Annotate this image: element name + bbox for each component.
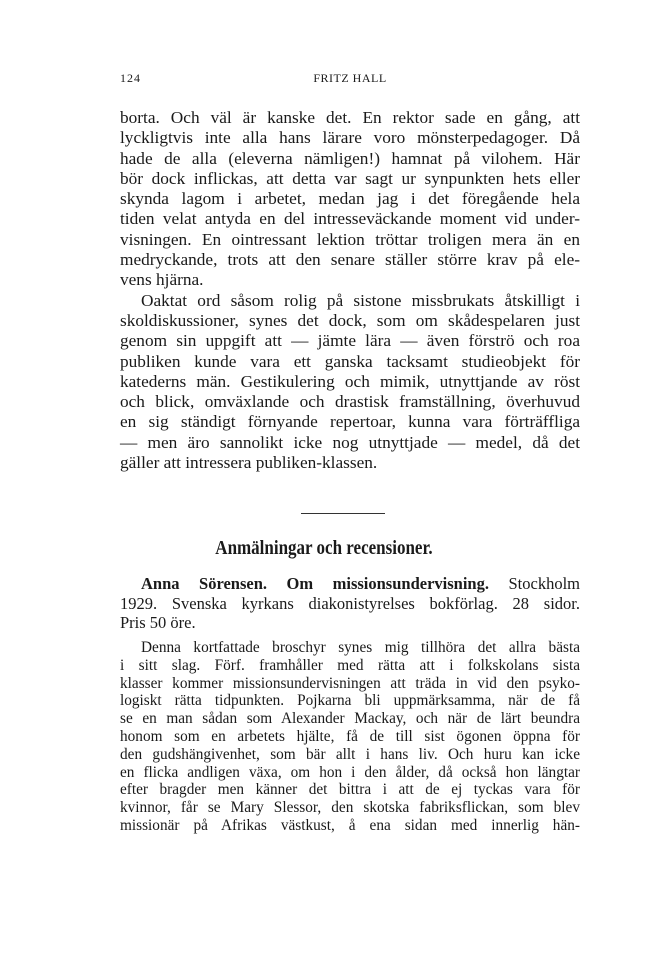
text-line: skoldiskussioner, synes det dock, som om skådespelaren just bbox=[120, 310, 580, 330]
page-header bbox=[120, 71, 580, 89]
text-line: medryckande, trots att den senare ställer större krav på ele- bbox=[120, 250, 580, 270]
text-line: publiken kunde vara ett ganska tacksamt studieobjekt för bbox=[120, 351, 580, 371]
review-place: Stockholm bbox=[508, 574, 581, 593]
text-line: genom sin uppgift att — jämte lära — även förströ och roa bbox=[120, 331, 580, 351]
text-line: honom som en arbetets hjälte, få de till sist ögonen öppna för bbox=[120, 727, 580, 745]
text-line: visningen. En ointressant lektion tröttar troligen mera än en bbox=[120, 229, 580, 249]
review-citation bbox=[120, 574, 580, 632]
text-line: kvinnor, får se Mary Slessor, den skotska fabriksflickan, som blev bbox=[120, 799, 580, 817]
text-line: logiskt rätta tidpunkten. Pojkarna bli uppmärksamma, när de få bbox=[120, 692, 580, 710]
review-author: Anna Sörensen. bbox=[141, 574, 268, 593]
text-line: en sig ständigt förnyande repertoar, kunna vara förträffliga bbox=[120, 412, 580, 432]
main-text bbox=[120, 108, 580, 473]
text-line: klasser kommer missionsundervisningen att träda in vid den psyko- bbox=[120, 674, 580, 692]
text-line: bör dock inflickas, att detta var sagt ur synpunkten hets eller bbox=[120, 168, 580, 188]
text-line: och blick, omväxlande och drastisk framställning, överhuvud bbox=[120, 392, 580, 412]
text-line: hade de alla (eleverna nämligen!) hamnat på vilohem. Här bbox=[120, 148, 580, 168]
text-line: missionär på Afrikas västkust, å ena sidan med innerlig hän- bbox=[120, 816, 580, 834]
text-line: vens hjärna. bbox=[120, 270, 204, 290]
review-body bbox=[120, 639, 580, 835]
citation-rest bbox=[120, 594, 580, 632]
text-line: — men äro sannolikt icke nog utnyttjade — medel, då det bbox=[120, 432, 580, 452]
text-line: gäller att intressera publiken-klassen. bbox=[120, 453, 378, 473]
text-line: lyckligtvis inte alla hans lärare voro mönsterpedagoger. Då bbox=[120, 128, 580, 148]
running-title: FRITZ HALL bbox=[313, 71, 387, 85]
text-line: se en man sådan som Alexander Mackay, och när de lärt beundra bbox=[120, 710, 580, 728]
citation-line: Pris 50 öre. bbox=[120, 613, 196, 633]
text-line: tiden velat antyda en del intresseväckande moment vid under- bbox=[120, 209, 580, 229]
citation-line: 1929. Svenska kyrkans diakonistyrelses bokförlag. 28 sidor. bbox=[120, 594, 580, 614]
section-divider bbox=[301, 513, 385, 514]
text-line: katederns män. Gestikulering och mimik, utnyttjande av röst bbox=[120, 371, 580, 391]
text-line: skynda lagom i arbetet, medan jag i det föregående hela bbox=[120, 189, 580, 209]
text-line: i sitt slag. Förf. framhåller med rätta att i folkskolans sista bbox=[120, 656, 580, 674]
citation-line bbox=[120, 574, 580, 594]
section-heading: Anmälningar och recensioner. bbox=[215, 537, 433, 559]
text-line: borta. Och väl är kanske det. En rektor sade en gång, att bbox=[120, 108, 580, 127]
text-line: Oaktat ord såsom rolig på sistone missbrukats åtskilligt i bbox=[141, 290, 580, 310]
text-line: den gudshängivenhet, som bär allt i hans liv. Och huru kan icke bbox=[120, 745, 580, 763]
page-number: 124 bbox=[120, 71, 141, 85]
review-title: Om missionsundervisning. bbox=[286, 574, 489, 593]
text-line: efter bragder men känner det bittra i att de ej tyckas vara för bbox=[120, 781, 580, 799]
text-line: Denna kortfattade broschyr synes mig tillhöra det allra bästa bbox=[141, 639, 580, 656]
text-line: en flicka andligen växa, om hon i den ålder, då också hon längtar bbox=[120, 763, 580, 781]
